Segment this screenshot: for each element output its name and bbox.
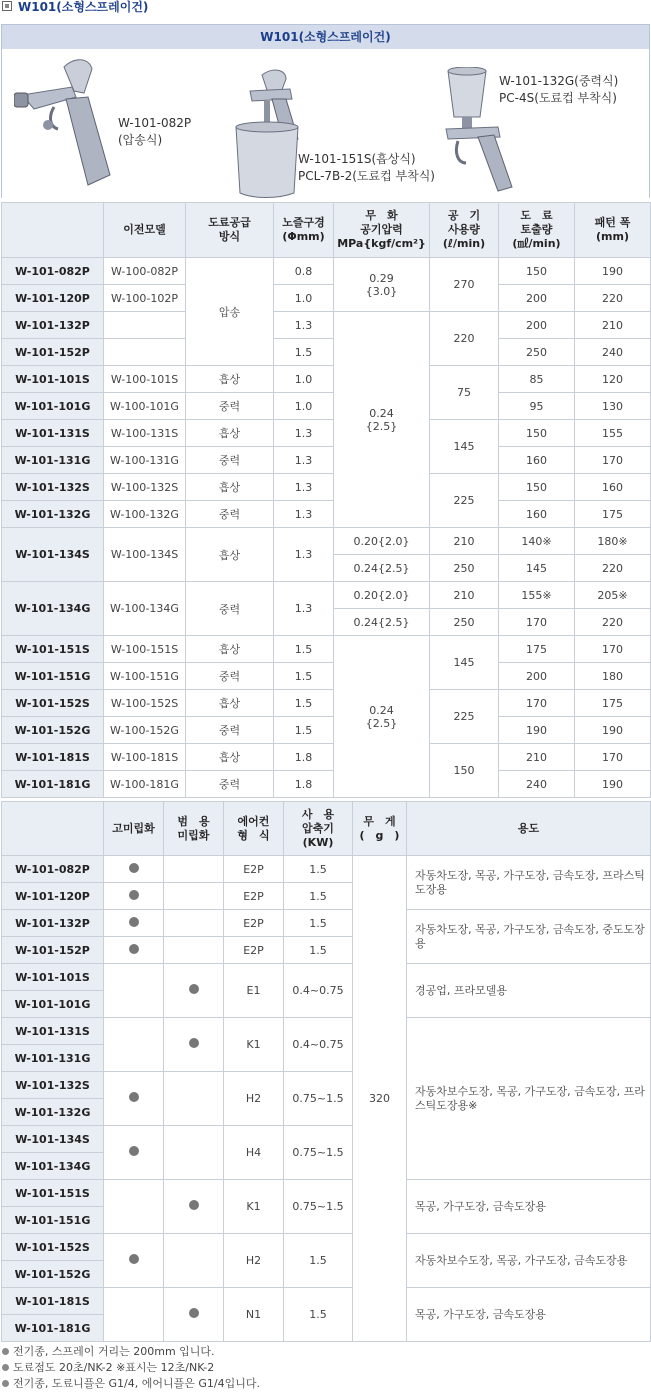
page-title: W101(소형스프레이건) xyxy=(2,0,148,18)
dot-icon xyxy=(189,1308,199,1318)
table-row: W-101-134S W-100-134S 흡상 1.3 0.20{2.0} 210 140※ 180※ xyxy=(2,528,651,555)
caption-132g: W-101-132G(중력식) PC-4S(도료컵 부착식) xyxy=(499,74,619,105)
air-header: 공 기 사용량 (ℓ/min) xyxy=(430,203,499,258)
table-row: W-101-152P 1.5 250 240 xyxy=(2,339,651,366)
table-row: W-101-152S W-100-152S 흡상 1.5 225 170 175 xyxy=(2,690,651,717)
model-header xyxy=(2,203,104,258)
table-row: W-101-131G xyxy=(2,1045,651,1072)
pattern-header: 패턴 폭 (mm) xyxy=(575,203,651,258)
usage-header: 용도 xyxy=(407,802,651,856)
footnotes xyxy=(2,1344,260,1392)
table-row: W-101-120P W-100-102P 1.0 200 220 xyxy=(2,285,651,312)
dot-icon xyxy=(129,1254,139,1264)
table-row: W-101-131G W-100-131G 중력 1.3 160 170 xyxy=(2,447,651,474)
table-row: W-101-134G W-100-134G 중력 1.3 0.20{2.0} 210 155※ 205※ xyxy=(2,582,651,609)
table-row: W-101-152P E2P 1.5 xyxy=(2,937,651,964)
table-row: W-101-132G xyxy=(2,1099,651,1126)
table-row: 0.24{2.5} 250 170 220 xyxy=(2,609,651,636)
table-row: W-101-101G xyxy=(2,991,651,1018)
product-banner xyxy=(1,24,650,198)
table-row: W-101-132G W-100-132G 중력 1.3 160 175 xyxy=(2,501,651,528)
table-row: W-101-151G xyxy=(2,1207,651,1234)
conventional-header: 고미립화 xyxy=(104,802,164,856)
dot-icon xyxy=(189,1200,199,1210)
table-row: W-101-131S K1 0.4~0.75 자동차보수도장, 목공, 가구도장, 금속도장, 프라스틱도장용※ xyxy=(2,1018,651,1045)
suction-spray-gun-image xyxy=(228,69,308,199)
table-row: W-101-181S N1 1.5 목공, 가구도장, 금속도장용 xyxy=(2,1288,651,1315)
nozzle-header: 노즐구경 (Φmm) xyxy=(274,203,334,258)
lvlp-header: 범 용 미립화 xyxy=(164,802,224,856)
spec-table xyxy=(1,202,651,798)
table-row: W-101-134S H4 0.75~1.5 xyxy=(2,1126,651,1153)
table-row: W-101-101S E1 0.4~0.75 경공업, 프라모델용 xyxy=(2,964,651,991)
dot-icon xyxy=(129,944,139,954)
table-row: W-101-082P E2P 1.5 320 자동차도장, 목공, 가구도장, 금속도장, 프라스틱도장용 xyxy=(2,856,651,883)
compressor-header: 사 용 압축기 (KW) xyxy=(284,802,353,856)
banner-heading: W101(소형스프레이건) xyxy=(2,25,649,49)
bullet-icon xyxy=(2,1348,9,1355)
dot-icon xyxy=(129,890,139,900)
table-row: 0.24{2.5} 250 145 220 xyxy=(2,555,651,582)
detail-table xyxy=(1,801,651,1342)
note-item: 전기종, 스프레이 거리는 200mm 입니다. xyxy=(2,1344,260,1360)
table-row: W-101-152S H2 1.5 자동차보수도장, 목공, 가구도장, 금속도장용 xyxy=(2,1234,651,1261)
table-row: W-101-120P E2P 1.5 xyxy=(2,883,651,910)
table-row: W-101-132S H2 0.75~1.5 xyxy=(2,1072,651,1099)
weight-header: 무 게 ( g ) xyxy=(353,802,407,856)
table-row: W-101-132S W-100-132S 흡상 1.3 225 150 160 xyxy=(2,474,651,501)
table-row: W-101-101G W-100-101G 중력 1.0 95 130 xyxy=(2,393,651,420)
model-header xyxy=(2,802,104,856)
dot-icon xyxy=(129,1146,139,1156)
detail-header-row xyxy=(2,802,651,856)
table-row: W-101-181S W-100-181S 흡상 1.8 150 210 170 xyxy=(2,744,651,771)
caption-082p: W-101-082P (압송식) xyxy=(118,116,192,147)
fluid-header: 도 료 토출량 (㎖/min) xyxy=(499,203,575,258)
table-row: W-101-181G xyxy=(2,1315,651,1342)
dot-icon xyxy=(129,917,139,927)
bullet-icon xyxy=(2,1380,9,1387)
caption-151s: W-101-151S(흡상식) PCL-7B-2(도료컵 부착식) xyxy=(298,152,435,183)
pressure-spray-gun-image xyxy=(14,57,124,187)
pressure-header: 무 화 공기압력 MPa{kgf/cm²} xyxy=(334,203,430,258)
table-row: W-101-151G W-100-151G 중력 1.5 200 180 xyxy=(2,663,651,690)
table-row: W-101-082P W-100-082P 압송 0.8 0.29 {3.0} 270 150 190 xyxy=(2,258,651,285)
table-row: W-101-132P 1.3 0.24 {2.5} 220 200 210 xyxy=(2,312,651,339)
table-row: W-101-132P E2P 1.5 자동차도장, 목공, 가구도장, 금속도장, 중도도장용 xyxy=(2,910,651,937)
table-row: W-101-152G xyxy=(2,1261,651,1288)
table-row: W-101-181G W-100-181G 중력 1.8 240 190 xyxy=(2,771,651,798)
dot-icon xyxy=(129,863,139,873)
bullet-icon xyxy=(2,1364,9,1371)
note-item: 도료점도 20초/NK-2 ※표시는 12초/NK-2 xyxy=(2,1360,260,1376)
note-item: 전기종, 도료니플은 G1/4, 에어니플은 G1/4입니다. xyxy=(2,1376,260,1392)
air-cap-header: 에어컨 형 식 xyxy=(224,802,284,856)
dot-icon xyxy=(189,984,199,994)
square-bullet-icon xyxy=(2,1,12,11)
dot-icon xyxy=(189,1038,199,1048)
dot-icon xyxy=(129,1092,139,1102)
banner-images xyxy=(2,49,649,198)
feed-header: 도료공급 방식 xyxy=(186,203,274,258)
prev-model-header: 이전모델 xyxy=(104,203,186,258)
table-row: W-101-131S W-100-131S 흡상 1.3 145 150 155 xyxy=(2,420,651,447)
table-row: W-101-134G xyxy=(2,1153,651,1180)
table-row: W-101-151S W-100-151S 흡상 1.5 0.24 {2.5} 145 175 170 xyxy=(2,636,651,663)
spec-header-row xyxy=(2,203,651,258)
table-row: W-101-101S W-100-101S 흡상 1.0 75 85 120 xyxy=(2,366,651,393)
table-row: W-101-152G W-100-152G 중력 1.5 190 190 xyxy=(2,717,651,744)
table-row: W-101-151S K1 0.75~1.5 목공, 가구도장, 금속도장용 xyxy=(2,1180,651,1207)
